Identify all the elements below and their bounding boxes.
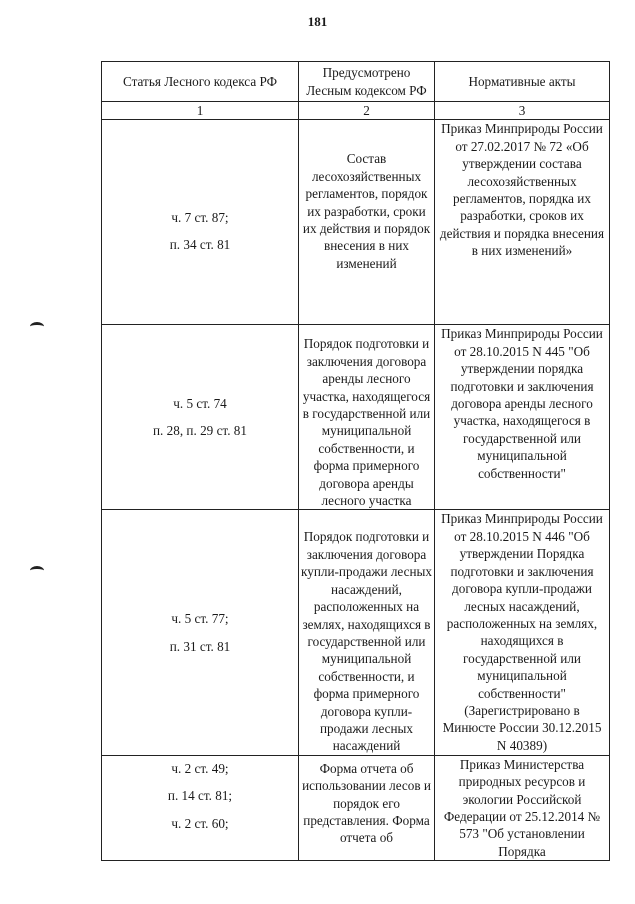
article-cell (102, 120, 299, 325)
regulations-table (101, 61, 610, 861)
table-row (102, 120, 610, 325)
article-cell (102, 325, 299, 510)
table-row (102, 755, 610, 860)
article-ref: ч. 5 ст. 74 (173, 396, 227, 412)
provision-cell: Форма отчета об использовании лесов и порядок его представления. Форма отчета об (299, 755, 435, 860)
scan-mark (30, 566, 44, 575)
table-row (102, 510, 610, 755)
header-provision: Предусмотрено Лесным кодексом РФ (299, 62, 435, 102)
article-ref: ч. 2 ст. 49; (171, 760, 229, 776)
act-cell: Приказ Минприроды России от 28.10.2015 N 446 "Об утверждении Порядка подготовки и заключения договора купли-продажи лесных насаждений, расположенных на землях, находящихся в государственной или муниципальной собственности" (Зарегистрировано в Минюсте России 30.12.2015 N 40389) (435, 510, 610, 755)
header-article: Статья Лесного кодекса РФ (102, 62, 299, 102)
article-ref: п. 34 ст. 81 (169, 237, 231, 253)
provision-cell: Порядок подготовки и заключения договора аренды лесного участка, находящегося в государственной или муниципальной собственности, и форма примерного договора аренды лесного участка (299, 325, 435, 510)
article-cell (102, 510, 299, 755)
scan-mark (30, 322, 44, 331)
article-cell (102, 755, 299, 860)
table-row (102, 325, 610, 510)
header-acts: Нормативные акты (435, 62, 610, 102)
act-cell: Приказ Министерства природных ресурсов и экологии Российской Федерации от 25.12.2014 № 573 "Об установлении Порядка (435, 755, 610, 860)
article-ref: п. 28, п. 29 ст. 81 (153, 423, 247, 439)
column-number-row (102, 102, 610, 120)
article-ref: п. 14 ст. 81; (167, 788, 233, 804)
article-ref: ч. 2 ст. 60; (171, 815, 229, 831)
table-header-row (102, 62, 610, 102)
act-cell: Приказ Минприроды России от 28.10.2015 N 445 "Об утверждении порядка подготовки и заключения договора аренды лесного участка, находящегося в государственной или муниципальной собственности" (435, 325, 610, 510)
column-number: 2 (299, 102, 435, 120)
page-number: 181 (307, 14, 328, 29)
act-cell: Приказ Минприроды России от 27.02.2017 № 72 «Об утверждении состава лесохозяйственных регламентов, порядка их разработки, сроков их действия и порядка внесения в них изменений» (435, 120, 610, 325)
article-ref: п. 31 ст. 81 (169, 638, 231, 654)
provision-cell: Состав лесохозяйственных регламентов, порядок их разработки, сроки их действия и порядок внесения в них изменений (299, 120, 435, 325)
provision-cell: Порядок подготовки и заключения договора купли-продажи лесных насаждений, расположенных на землях, находящихся в государственной или муниципальной собственности, и форма примерного договора купли-продажи лесных насаждений (299, 510, 435, 755)
article-ref: ч. 7 ст. 87; (171, 210, 229, 225)
column-number: 3 (435, 102, 610, 120)
column-number: 1 (102, 102, 299, 120)
article-ref: ч. 5 ст. 77; (171, 611, 229, 627)
